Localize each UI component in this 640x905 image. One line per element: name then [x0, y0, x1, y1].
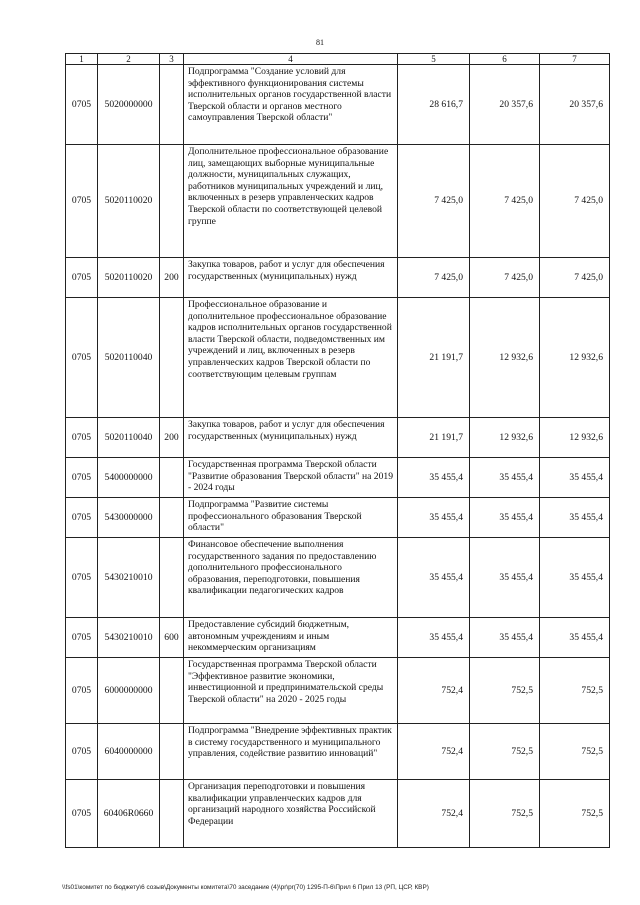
header-cell: 4: [184, 54, 398, 65]
target-article-cell: 5020110040: [98, 418, 160, 458]
amount-col5-cell: 752,4: [398, 658, 470, 724]
header-cell: 3: [160, 54, 184, 65]
table-row: [66, 258, 610, 298]
amount-col5-cell: 21 191,7: [398, 298, 470, 418]
amount-col7-cell: 7 425,0: [540, 145, 610, 258]
expense-type-cell: [160, 538, 184, 618]
section-code-cell: 0705: [66, 65, 98, 145]
amount-col7-cell: 35 455,4: [540, 498, 610, 538]
amount-col5-cell: 7 425,0: [398, 258, 470, 298]
amount-col6-cell: 12 932,6: [470, 418, 540, 458]
footer-file-path: \\fs01\комитет по бюджету\6 созыв\Документы комитета\70 заседание (4)\pr\pr(70) 1295-П-6\Прил 6 Прил 13 (РП, ЦСР, КВР): [62, 884, 429, 891]
amount-col6-cell: 752,5: [470, 658, 540, 724]
table-row: [66, 618, 610, 658]
description-cell: Профессиональное образование и дополнительное профессиональное образование кадров исполнительных органов государственной власти Тверской области, подведомственных им учреждений и лиц, включенных в резерв управленческих кадров Тверской области по соответствующим целевым группам: [184, 298, 398, 418]
target-article-cell: 6040000000: [98, 724, 160, 780]
table-row: [66, 65, 610, 145]
target-article-cell: 5430210010: [98, 538, 160, 618]
amount-col7-cell: 752,5: [540, 658, 610, 724]
amount-col7-cell: 35 455,4: [540, 538, 610, 618]
amount-col5-cell: 7 425,0: [398, 145, 470, 258]
expense-type-cell: 200: [160, 418, 184, 458]
header-row: [66, 54, 610, 65]
description-cell: Государственная программа Тверской области "Эффективное развитие экономики, инвестиционной и предпринимательской среды Тверской области" на 2020 - 2025 годы: [184, 658, 398, 724]
expense-type-cell: [160, 145, 184, 258]
amount-col7-cell: 35 455,4: [540, 458, 610, 498]
table-row: [66, 780, 610, 848]
amount-col6-cell: 752,5: [470, 780, 540, 848]
section-code-cell: 0705: [66, 780, 98, 848]
section-code-cell: 0705: [66, 418, 98, 458]
header-cell: 6: [470, 54, 540, 65]
header-cell: 2: [98, 54, 160, 65]
page-number: 81: [316, 38, 324, 47]
section-code-cell: 0705: [66, 724, 98, 780]
section-code-cell: 0705: [66, 658, 98, 724]
amount-col7-cell: 12 932,6: [540, 418, 610, 458]
amount-col6-cell: 12 932,6: [470, 298, 540, 418]
amount-col6-cell: 35 455,4: [470, 458, 540, 498]
description-cell: Государственная программа Тверской области "Развитие образования Тверской области" на 2019 - 2024 годы: [184, 458, 398, 498]
amount-col6-cell: 20 357,6: [470, 65, 540, 145]
budget-table: [65, 53, 610, 848]
description-cell: Предоставление субсидий бюджетным, автономным учреждениям и иным некоммерческим организациям: [184, 618, 398, 658]
amount-col7-cell: 20 357,6: [540, 65, 610, 145]
amount-col5-cell: 21 191,7: [398, 418, 470, 458]
section-code-cell: 0705: [66, 498, 98, 538]
expense-type-cell: 600: [160, 618, 184, 658]
amount-col5-cell: 752,4: [398, 780, 470, 848]
table-row: [66, 298, 610, 418]
expense-type-cell: [160, 498, 184, 538]
section-code-cell: 0705: [66, 145, 98, 258]
expense-type-cell: [160, 65, 184, 145]
target-article-cell: 5020110020: [98, 258, 160, 298]
section-code-cell: 0705: [66, 298, 98, 418]
expense-type-cell: [160, 724, 184, 780]
target-article-cell: 5020000000: [98, 65, 160, 145]
description-cell: Подпрограмма "Создание условий для эффективного функционирования системы исполнительных органов государственной власти Тверской области и органов местного самоуправления Тверской области": [184, 65, 398, 145]
description-cell: Подпрограмма "Развитие системы профессионального образования Тверской области": [184, 498, 398, 538]
amount-col5-cell: 35 455,4: [398, 538, 470, 618]
expense-type-cell: [160, 298, 184, 418]
target-article-cell: 60406R0660: [98, 780, 160, 848]
description-cell: Закупка товаров, работ и услуг для обеспечения государственных (муниципальных) нужд: [184, 418, 398, 458]
expense-type-cell: [160, 458, 184, 498]
header-cell: 1: [66, 54, 98, 65]
table-row: [66, 458, 610, 498]
expense-type-cell: [160, 658, 184, 724]
description-cell: Подпрограмма "Внедрение эффективных практик в систему государственного и муниципального управления, содействие развитию инноваций": [184, 724, 398, 780]
description-cell: Финансовое обеспечение выполнения государственного задания по предоставлению дополнительного профессионального образования, переподготовки, повышения квалификации педагогических кадров: [184, 538, 398, 618]
amount-col6-cell: 7 425,0: [470, 145, 540, 258]
table-row: [66, 418, 610, 458]
table-row: [66, 145, 610, 258]
table-row: [66, 658, 610, 724]
amount-col5-cell: 35 455,4: [398, 618, 470, 658]
amount-col6-cell: 35 455,4: [470, 538, 540, 618]
amount-col5-cell: 35 455,4: [398, 498, 470, 538]
target-article-cell: 5400000000: [98, 458, 160, 498]
table-row: [66, 724, 610, 780]
header-cell: 5: [398, 54, 470, 65]
amount-col7-cell: 752,5: [540, 724, 610, 780]
amount-col6-cell: 35 455,4: [470, 618, 540, 658]
table-row: [66, 538, 610, 618]
amount-col7-cell: 35 455,4: [540, 618, 610, 658]
amount-col7-cell: 7 425,0: [540, 258, 610, 298]
target-article-cell: 5430210010: [98, 618, 160, 658]
amount-col5-cell: 35 455,4: [398, 458, 470, 498]
description-cell: Дополнительное профессиональное образование лиц, замещающих выборные муниципальные должности, муниципальных служащих, работников муниципальных учреждений и лиц, включенных в резерв управленческих кадров Тверской области по соответствующей целевой группе: [184, 145, 398, 258]
target-article-cell: 6000000000: [98, 658, 160, 724]
amount-col5-cell: 752,4: [398, 724, 470, 780]
table-row: [66, 498, 610, 538]
expense-type-cell: 200: [160, 258, 184, 298]
description-cell: Закупка товаров, работ и услуг для обеспечения государственных (муниципальных) нужд: [184, 258, 398, 298]
header-cell: 7: [540, 54, 610, 65]
amount-col6-cell: 35 455,4: [470, 498, 540, 538]
section-code-cell: 0705: [66, 258, 98, 298]
target-article-cell: 5020110040: [98, 298, 160, 418]
amount-col7-cell: 752,5: [540, 780, 610, 848]
amount-col6-cell: 7 425,0: [470, 258, 540, 298]
target-article-cell: 5020110020: [98, 145, 160, 258]
expense-type-cell: [160, 780, 184, 848]
section-code-cell: 0705: [66, 618, 98, 658]
description-cell: Организация переподготовки и повышения квалификации управленческих кадров для организаций народного хозяйства Российской Федерации: [184, 780, 398, 848]
target-article-cell: 5430000000: [98, 498, 160, 538]
amount-col6-cell: 752,5: [470, 724, 540, 780]
amount-col5-cell: 28 616,7: [398, 65, 470, 145]
section-code-cell: 0705: [66, 458, 98, 498]
section-code-cell: 0705: [66, 538, 98, 618]
amount-col7-cell: 12 932,6: [540, 298, 610, 418]
